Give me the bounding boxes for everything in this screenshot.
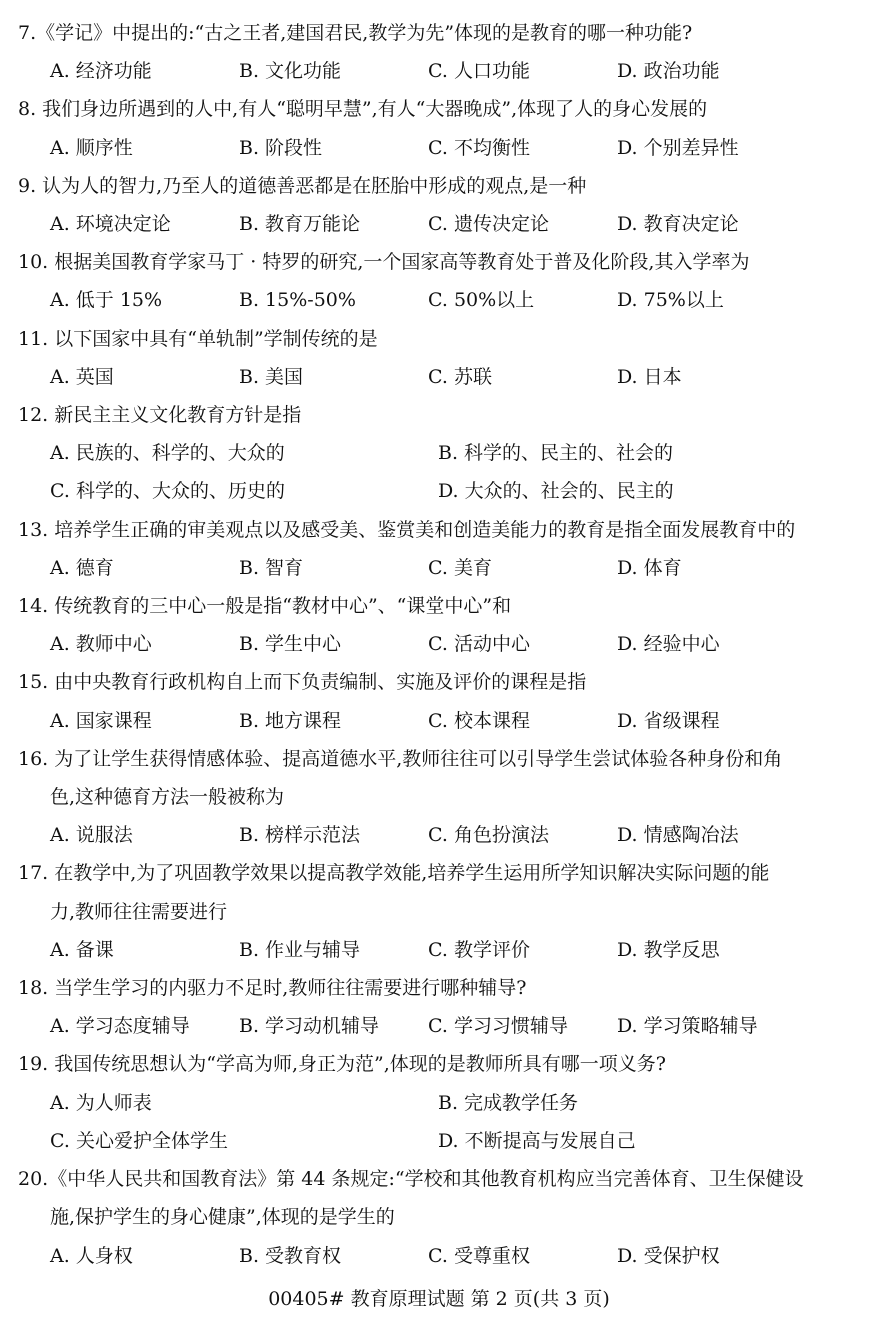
options-row <box>18 549 860 587</box>
answer-option: B. 榜样示范法 <box>239 824 361 847</box>
options-row <box>18 358 860 396</box>
answer-option: C. 教学评价 <box>428 938 530 961</box>
answer-option: C. 人口功能 <box>428 60 530 83</box>
answer-option: D. 个别差异性 <box>617 136 739 159</box>
answer-option: D. 学习策略辅导 <box>617 1015 758 1038</box>
answer-option: D. 情感陶冶法 <box>617 824 739 847</box>
answer-option: C. 50%以上 <box>428 289 535 312</box>
answer-option: B. 学习动机辅导 <box>239 1015 380 1038</box>
question-stem: 16. 为了让学生获得情感体验、提高道德水平,教师往往可以引导学生尝试体验各种身份和角 <box>18 747 783 770</box>
options-row <box>18 472 860 510</box>
answer-option: C. 科学的、大众的、历史的 <box>50 480 285 503</box>
answer-option: A. 民族的、科学的、大众的 <box>50 442 285 465</box>
question-14 <box>18 587 860 663</box>
question-stem: 13. 培养学生正确的审美观点以及感受美、鉴赏美和创造美能力的教育是指全面发展教育中的 <box>18 518 796 541</box>
answer-option: B. 地方课程 <box>239 709 342 732</box>
answer-option: D. 大众的、社会的、民主的 <box>438 480 674 503</box>
answer-option: A. 教师中心 <box>50 633 152 656</box>
answer-option: C. 校本课程 <box>428 709 530 732</box>
question-stem: 12. 新民主主义文化教育方针是指 <box>18 404 302 427</box>
answer-option: A. 学习态度辅导 <box>50 1015 190 1038</box>
options-row <box>18 931 860 969</box>
question-12 <box>18 396 860 511</box>
answer-option: B. 美国 <box>239 365 304 388</box>
answer-option: C. 美育 <box>428 556 492 579</box>
answer-option: A. 国家课程 <box>50 709 152 732</box>
answer-option: A. 经济功能 <box>50 60 152 83</box>
answer-option: D. 省级课程 <box>617 709 720 732</box>
options-row <box>18 625 860 663</box>
question-stem: 11. 以下国家中具有“单轨制”学制传统的是 <box>18 327 378 350</box>
question-18 <box>18 969 860 1045</box>
question-stem: 色,这种德育方法一般被称为 <box>50 786 285 809</box>
options-row <box>18 702 860 740</box>
answer-option: C. 苏联 <box>428 365 492 388</box>
answer-option: D. 日本 <box>617 365 682 388</box>
question-15 <box>18 663 860 739</box>
question-9 <box>18 167 860 243</box>
question-20 <box>18 1160 860 1275</box>
question-stem: 17. 在教学中,为了巩固教学效果以提高教学效能,培养学生运用所学知识解决实际问题的能 <box>18 862 770 885</box>
answer-option: B. 作业与辅导 <box>239 938 361 961</box>
answer-option: C. 不均衡性 <box>428 136 530 159</box>
answer-option: C. 角色扮演法 <box>428 824 549 847</box>
question-stem: 力,教师往往需要进行 <box>50 900 228 923</box>
answer-option: A. 人身权 <box>50 1244 133 1267</box>
options-row <box>18 281 860 319</box>
answer-option: D. 不断提高与发展自己 <box>438 1129 636 1152</box>
answer-option: B. 科学的、民主的、社会的 <box>438 442 674 465</box>
question-stem: 8. 我们身边所遇到的人中,有人“聪明早慧”,有人“大器晚成”,体现了人的身心发展的 <box>18 98 708 121</box>
answer-option: D. 教学反思 <box>617 938 720 961</box>
answer-option: C. 遗传决定论 <box>428 213 549 236</box>
answer-option: B. 15%-50% <box>239 289 356 312</box>
options-row <box>18 1007 860 1045</box>
options-row <box>18 1122 860 1160</box>
question-11 <box>18 320 860 396</box>
options-row <box>18 1084 860 1122</box>
question-stem: 15. 由中央教育行政机构自上而下负责编制、实施及评价的课程是指 <box>18 671 587 694</box>
answer-option: D. 教育决定论 <box>617 213 739 236</box>
question-stem: 9. 认为人的智力,乃至人的道德善恶都是在胚胎中形成的观点,是一种 <box>18 174 587 197</box>
question-17 <box>18 854 860 969</box>
answer-option: B. 阶段性 <box>239 136 323 159</box>
answer-option: D. 受保护权 <box>617 1244 720 1267</box>
question-stem: 14. 传统教育的三中心一般是指“教材中心”、“课堂中心”和 <box>18 595 512 618</box>
answer-option: A. 说服法 <box>50 824 133 847</box>
answer-option: C. 受尊重权 <box>428 1244 530 1267</box>
answer-option: D. 经验中心 <box>617 633 720 656</box>
answer-option: D. 政治功能 <box>617 60 720 83</box>
question-19 <box>18 1045 860 1160</box>
answer-option: B. 受教育权 <box>239 1244 342 1267</box>
answer-option: A. 环境决定论 <box>50 213 171 236</box>
options-row <box>18 434 860 472</box>
page-footer: 00405# 教育原理试题 第 2 页(共 3 页) <box>268 1288 610 1310</box>
answer-option: A. 德育 <box>50 556 114 579</box>
answer-option: B. 文化功能 <box>239 60 342 83</box>
answer-option: D. 体育 <box>617 556 682 579</box>
options-row <box>18 205 860 243</box>
answer-option: B. 教育万能论 <box>239 213 361 236</box>
answer-option: A. 低于 15% <box>50 289 163 312</box>
options-row <box>18 816 860 854</box>
question-8 <box>18 90 860 166</box>
question-stem: 19. 我国传统思想认为“学高为师,身正为范”,体现的是教师所具有哪一项义务? <box>18 1053 666 1076</box>
answer-option: B. 智育 <box>239 556 304 579</box>
question-10 <box>18 243 860 319</box>
options-row <box>18 1237 860 1275</box>
question-stem: 施,保护学生的身心健康”,体现的是学生的 <box>50 1206 395 1229</box>
answer-option: A. 英国 <box>50 365 114 388</box>
answer-option: C. 关心爱护全体学生 <box>50 1129 228 1152</box>
question-stem: 20.《中华人民共和国教育法》第 44 条规定:“学校和其他教育机构应当完善体育、卫生保健设 <box>18 1168 804 1191</box>
answer-option: D. 75%以上 <box>617 289 724 312</box>
answer-option: A. 为人师表 <box>50 1091 152 1114</box>
question-16 <box>18 740 860 855</box>
question-list <box>18 14 860 1275</box>
answer-option: C. 学习习惯辅导 <box>428 1015 568 1038</box>
answer-option: B. 学生中心 <box>239 633 342 656</box>
options-row <box>18 129 860 167</box>
question-stem: 10. 根据美国教育学家马丁 · 特罗的研究,一个国家高等教育处于普及化阶段,其入学率为 <box>18 251 750 274</box>
answer-option: A. 顺序性 <box>50 136 133 159</box>
answer-option: C. 活动中心 <box>428 633 530 656</box>
answer-option: B. 完成教学任务 <box>438 1091 579 1114</box>
question-13 <box>18 511 860 587</box>
question-7 <box>18 14 860 90</box>
question-stem: 7.《学记》中提出的:“古之王者,建国君民,教学为先”体现的是教育的哪一种功能? <box>18 22 693 44</box>
answer-option: A. 备课 <box>50 938 114 961</box>
question-stem: 18. 当学生学习的内驱力不足时,教师往往需要进行哪种辅导? <box>18 977 527 1000</box>
options-row <box>18 52 860 90</box>
